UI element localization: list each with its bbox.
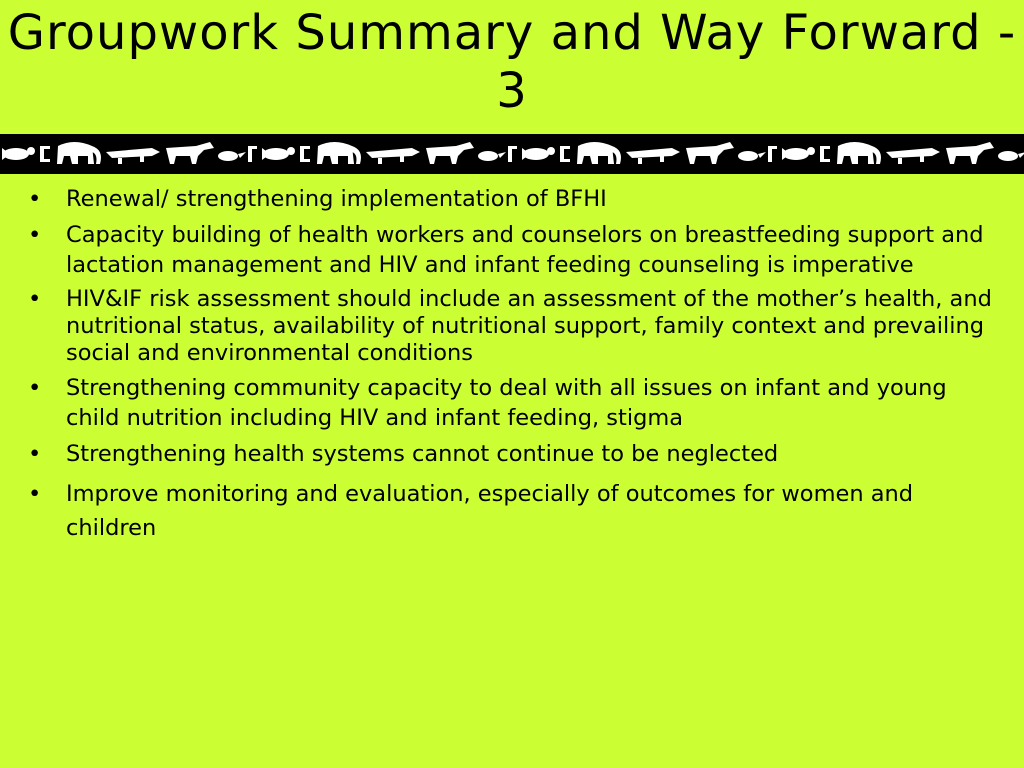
- bullet-marker: •: [28, 441, 42, 467]
- bullet-text: Strengthening health systems cannot continue to be neglected: [66, 441, 779, 467]
- bullet-item: [28, 184, 1003, 214]
- bullet-marker: •: [28, 375, 42, 401]
- bullet-marker: •: [28, 222, 42, 248]
- bullet-text: Renewal/ strengthening implementation of BFHI: [66, 186, 607, 212]
- bullet-item: [28, 477, 1003, 545]
- animal-border-graphic: [0, 134, 1024, 174]
- bullet-item: [28, 220, 1003, 280]
- animal-pattern-border: [0, 134, 1024, 174]
- bullet-text: Capacity building of health workers and counselors on breastfeeding support and lactation management and HIV and infant feeding counseling is imperative: [66, 222, 984, 278]
- bullet-marker: •: [28, 286, 42, 312]
- bullet-item: [28, 439, 1003, 469]
- bullet-marker: •: [28, 186, 42, 212]
- bullet-text: Improve monitoring and evaluation, especially of outcomes for women and children: [66, 481, 914, 541]
- slide-title: Groupwork Summary and Way Forward - 3: [7, 5, 1017, 119]
- bullet-item: [28, 286, 1003, 367]
- bullet-item: [28, 373, 1003, 433]
- bullet-text: HIV&IF risk assessment should include an assessment of the mother’s health, and nutritional status, availability of nutritional support, family context and prevailing social and environmental conditions: [66, 286, 992, 366]
- bullet-text: Strengthening community capacity to deal with all issues on infant and young child nutrition including HIV and infant feeding, stigma: [66, 375, 947, 431]
- bullet-list: [28, 184, 1003, 545]
- bullet-marker: •: [28, 481, 42, 507]
